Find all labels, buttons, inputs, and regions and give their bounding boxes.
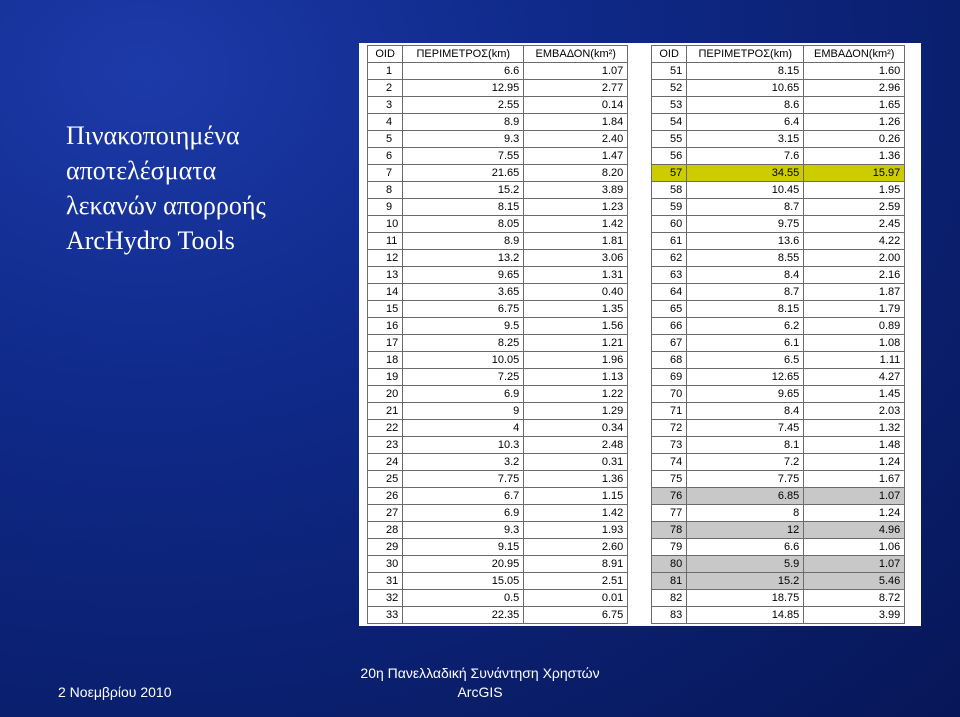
cell-oid: 66 <box>652 318 687 335</box>
cell-oid: 79 <box>652 539 687 556</box>
cell-perimeter: 12.65 <box>687 369 804 386</box>
cell-perimeter: 8.15 <box>687 301 804 318</box>
cell-oid: 17 <box>368 335 403 352</box>
table-row <box>652 131 905 148</box>
table-row <box>368 471 628 488</box>
cell-oid: 6 <box>368 148 403 165</box>
table-row <box>652 352 905 369</box>
cell-perimeter: 6.85 <box>687 488 804 505</box>
cell-oid: 75 <box>652 471 687 488</box>
cell-oid: 56 <box>652 148 687 165</box>
table-row <box>652 556 905 573</box>
footer-event-line-1: 20η Πανελλαδική Συνάντηση Χρηστών <box>360 665 600 681</box>
cell-oid: 62 <box>652 250 687 267</box>
cell-perimeter: 6.6 <box>403 63 524 80</box>
cell-oid: 53 <box>652 97 687 114</box>
results-table-right <box>651 45 905 624</box>
cell-oid: 26 <box>368 488 403 505</box>
cell-area: 4.96 <box>804 522 905 539</box>
header-area: ΕΜΒΑΔΟΝ(km²) <box>804 46 905 63</box>
cell-area: 1.81 <box>524 233 628 250</box>
cell-perimeter: 3.2 <box>403 454 524 471</box>
cell-perimeter: 6.2 <box>687 318 804 335</box>
cell-area: 8.72 <box>804 590 905 607</box>
cell-perimeter: 15.2 <box>687 573 804 590</box>
table-row <box>368 131 628 148</box>
table-row <box>368 522 628 539</box>
cell-perimeter: 4 <box>403 420 524 437</box>
cell-area: 1.95 <box>804 182 905 199</box>
table-row <box>368 165 628 182</box>
cell-oid: 4 <box>368 114 403 131</box>
cell-area: 2.96 <box>804 80 905 97</box>
cell-perimeter: 21.65 <box>403 165 524 182</box>
cell-area: 1.79 <box>804 301 905 318</box>
title-line-3: λεκανών απορροής <box>66 191 266 220</box>
cell-perimeter: 13.2 <box>403 250 524 267</box>
cell-area: 1.35 <box>524 301 628 318</box>
cell-oid: 14 <box>368 284 403 301</box>
cell-area: 1.13 <box>524 369 628 386</box>
cell-oid: 9 <box>368 199 403 216</box>
cell-oid: 19 <box>368 369 403 386</box>
cell-area: 1.22 <box>524 386 628 403</box>
cell-oid: 77 <box>652 505 687 522</box>
header-perimeter: ΠΕΡΙΜΕΤΡΟΣ(km) <box>403 46 524 63</box>
table-row <box>652 63 905 80</box>
table-row <box>368 233 628 250</box>
cell-area: 1.29 <box>524 403 628 420</box>
cell-perimeter: 6.5 <box>687 352 804 369</box>
table-row <box>368 539 628 556</box>
table-row <box>652 471 905 488</box>
cell-perimeter: 20.95 <box>403 556 524 573</box>
cell-area: 1.36 <box>524 471 628 488</box>
cell-oid: 23 <box>368 437 403 454</box>
cell-area: 2.60 <box>524 539 628 556</box>
cell-area: 1.60 <box>804 63 905 80</box>
cell-perimeter: 9.15 <box>403 539 524 556</box>
cell-perimeter: 0.5 <box>403 590 524 607</box>
cell-area: 2.77 <box>524 80 628 97</box>
cell-perimeter: 3.15 <box>687 131 804 148</box>
cell-oid: 82 <box>652 590 687 607</box>
cell-oid: 65 <box>652 301 687 318</box>
results-spreadsheet <box>359 43 921 626</box>
cell-oid: 67 <box>652 335 687 352</box>
cell-area: 8.91 <box>524 556 628 573</box>
cell-perimeter: 8.05 <box>403 216 524 233</box>
cell-area: 4.22 <box>804 233 905 250</box>
cell-area: 0.34 <box>524 420 628 437</box>
table-row <box>652 250 905 267</box>
cell-perimeter: 6.1 <box>687 335 804 352</box>
header-oid: OID <box>652 46 687 63</box>
table-row <box>368 335 628 352</box>
cell-area: 1.21 <box>524 335 628 352</box>
cell-oid: 16 <box>368 318 403 335</box>
cell-area: 6.75 <box>524 607 628 624</box>
cell-perimeter: 8.25 <box>403 335 524 352</box>
cell-perimeter: 9.3 <box>403 131 524 148</box>
cell-area: 1.11 <box>804 352 905 369</box>
table-row <box>652 488 905 505</box>
cell-oid: 72 <box>652 420 687 437</box>
cell-perimeter: 9.65 <box>687 386 804 403</box>
cell-oid: 28 <box>368 522 403 539</box>
footer-event-line-2: ArcGIS <box>457 684 503 700</box>
cell-oid: 78 <box>652 522 687 539</box>
cell-perimeter: 12.95 <box>403 80 524 97</box>
cell-oid: 22 <box>368 420 403 437</box>
cell-perimeter: 3.65 <box>403 284 524 301</box>
cell-perimeter: 12 <box>687 522 804 539</box>
table-row <box>652 318 905 335</box>
cell-area: 3.99 <box>804 607 905 624</box>
title-line-2: αποτελέσματα <box>66 156 217 185</box>
cell-oid: 1 <box>368 63 403 80</box>
cell-oid: 27 <box>368 505 403 522</box>
cell-perimeter: 2.55 <box>403 97 524 114</box>
table-row <box>652 335 905 352</box>
cell-perimeter: 9.3 <box>403 522 524 539</box>
cell-perimeter: 7.75 <box>403 471 524 488</box>
cell-perimeter: 10.65 <box>687 80 804 97</box>
table-row <box>652 590 905 607</box>
table-row <box>368 420 628 437</box>
slide-title <box>66 118 346 258</box>
cell-perimeter: 8.4 <box>687 403 804 420</box>
table-row <box>368 114 628 131</box>
cell-area: 3.89 <box>524 182 628 199</box>
cell-area: 4.27 <box>804 369 905 386</box>
cell-area: 0.31 <box>524 454 628 471</box>
cell-area: 1.31 <box>524 267 628 284</box>
table-row <box>368 199 628 216</box>
cell-perimeter: 7.25 <box>403 369 524 386</box>
title-line-1: Πινακοποιημένα <box>66 121 240 150</box>
table-row <box>368 97 628 114</box>
table-row <box>368 182 628 199</box>
footer-event <box>320 664 640 702</box>
cell-area: 1.47 <box>524 148 628 165</box>
cell-area: 1.45 <box>804 386 905 403</box>
cell-area: 8.20 <box>524 165 628 182</box>
cell-oid: 73 <box>652 437 687 454</box>
cell-oid: 58 <box>652 182 687 199</box>
table-row <box>368 573 628 590</box>
cell-area: 1.15 <box>524 488 628 505</box>
cell-oid: 18 <box>368 352 403 369</box>
table-row <box>368 318 628 335</box>
table-row <box>368 63 628 80</box>
cell-perimeter: 34.55 <box>687 165 804 182</box>
cell-area: 1.42 <box>524 505 628 522</box>
table-row <box>652 607 905 624</box>
cell-oid: 15 <box>368 301 403 318</box>
table-row <box>652 301 905 318</box>
cell-perimeter: 7.75 <box>687 471 804 488</box>
cell-oid: 63 <box>652 267 687 284</box>
table-row <box>652 97 905 114</box>
table-row <box>368 352 628 369</box>
cell-perimeter: 8.6 <box>687 97 804 114</box>
table-row <box>652 148 905 165</box>
table-row <box>368 454 628 471</box>
cell-perimeter: 22.35 <box>403 607 524 624</box>
cell-oid: 55 <box>652 131 687 148</box>
cell-area: 1.96 <box>524 352 628 369</box>
cell-oid: 51 <box>652 63 687 80</box>
table-row <box>368 386 628 403</box>
table-row <box>368 488 628 505</box>
table-row <box>652 284 905 301</box>
cell-perimeter: 9 <box>403 403 524 420</box>
cell-perimeter: 8.15 <box>403 199 524 216</box>
cell-area: 1.07 <box>804 556 905 573</box>
results-table-left <box>367 45 628 624</box>
cell-area: 3.06 <box>524 250 628 267</box>
table-row <box>652 80 905 97</box>
cell-perimeter: 14.85 <box>687 607 804 624</box>
cell-area: 2.51 <box>524 573 628 590</box>
cell-area: 2.03 <box>804 403 905 420</box>
cell-perimeter: 8.15 <box>687 63 804 80</box>
table-row <box>652 233 905 250</box>
cell-oid: 64 <box>652 284 687 301</box>
cell-area: 2.59 <box>804 199 905 216</box>
table-header-row <box>652 46 905 63</box>
cell-oid: 25 <box>368 471 403 488</box>
header-oid: OID <box>368 46 403 63</box>
cell-oid: 80 <box>652 556 687 573</box>
cell-area: 1.84 <box>524 114 628 131</box>
cell-oid: 70 <box>652 386 687 403</box>
cell-oid: 57 <box>652 165 687 182</box>
cell-area: 1.67 <box>804 471 905 488</box>
cell-area: 0.40 <box>524 284 628 301</box>
cell-oid: 10 <box>368 216 403 233</box>
cell-area: 1.42 <box>524 216 628 233</box>
cell-perimeter: 7.55 <box>403 148 524 165</box>
cell-oid: 32 <box>368 590 403 607</box>
table-row <box>368 556 628 573</box>
cell-area: 1.06 <box>804 539 905 556</box>
cell-area: 1.48 <box>804 437 905 454</box>
cell-oid: 21 <box>368 403 403 420</box>
cell-area: 5.46 <box>804 573 905 590</box>
table-row <box>652 539 905 556</box>
cell-oid: 68 <box>652 352 687 369</box>
cell-area: 0.89 <box>804 318 905 335</box>
table-row <box>368 216 628 233</box>
table-row <box>368 607 628 624</box>
table-row <box>652 420 905 437</box>
cell-perimeter: 13.6 <box>687 233 804 250</box>
cell-oid: 59 <box>652 199 687 216</box>
table-row <box>652 454 905 471</box>
cell-oid: 30 <box>368 556 403 573</box>
cell-perimeter: 9.65 <box>403 267 524 284</box>
cell-perimeter: 18.75 <box>687 590 804 607</box>
table-row <box>652 199 905 216</box>
cell-oid: 5 <box>368 131 403 148</box>
cell-oid: 54 <box>652 114 687 131</box>
cell-oid: 74 <box>652 454 687 471</box>
table-row <box>652 369 905 386</box>
table-row <box>652 437 905 454</box>
cell-perimeter: 8.7 <box>687 199 804 216</box>
table-row <box>368 301 628 318</box>
cell-area: 1.08 <box>804 335 905 352</box>
cell-perimeter: 10.45 <box>687 182 804 199</box>
cell-perimeter: 9.5 <box>403 318 524 335</box>
cell-oid: 2 <box>368 80 403 97</box>
cell-area: 1.24 <box>804 454 905 471</box>
table-row <box>652 216 905 233</box>
cell-oid: 71 <box>652 403 687 420</box>
cell-oid: 13 <box>368 267 403 284</box>
table-row <box>368 80 628 97</box>
table-row <box>652 267 905 284</box>
cell-perimeter: 8 <box>687 505 804 522</box>
table-row <box>368 590 628 607</box>
cell-oid: 29 <box>368 539 403 556</box>
cell-area: 0.14 <box>524 97 628 114</box>
cell-oid: 83 <box>652 607 687 624</box>
cell-perimeter: 10.3 <box>403 437 524 454</box>
cell-perimeter: 8.9 <box>403 233 524 250</box>
cell-oid: 20 <box>368 386 403 403</box>
cell-oid: 12 <box>368 250 403 267</box>
table-row <box>368 284 628 301</box>
cell-oid: 24 <box>368 454 403 471</box>
cell-perimeter: 8.1 <box>687 437 804 454</box>
cell-area: 1.32 <box>804 420 905 437</box>
table-row <box>368 267 628 284</box>
cell-area: 1.56 <box>524 318 628 335</box>
cell-perimeter: 6.7 <box>403 488 524 505</box>
cell-area: 1.23 <box>524 199 628 216</box>
cell-area: 2.48 <box>524 437 628 454</box>
cell-perimeter: 10.05 <box>403 352 524 369</box>
table-row <box>368 369 628 386</box>
cell-area: 1.24 <box>804 505 905 522</box>
cell-area: 0.01 <box>524 590 628 607</box>
cell-area: 2.16 <box>804 267 905 284</box>
cell-perimeter: 6.75 <box>403 301 524 318</box>
cell-area: 1.87 <box>804 284 905 301</box>
table-row <box>652 182 905 199</box>
cell-oid: 31 <box>368 573 403 590</box>
table-row <box>652 505 905 522</box>
header-area: ΕΜΒΑΔΟΝ(km²) <box>524 46 628 63</box>
cell-perimeter: 5.9 <box>687 556 804 573</box>
cell-oid: 61 <box>652 233 687 250</box>
cell-perimeter: 9.75 <box>687 216 804 233</box>
cell-perimeter: 6.6 <box>687 539 804 556</box>
cell-perimeter: 8.4 <box>687 267 804 284</box>
table-row <box>652 403 905 420</box>
cell-perimeter: 8.7 <box>687 284 804 301</box>
cell-oid: 69 <box>652 369 687 386</box>
cell-area: 1.07 <box>524 63 628 80</box>
cell-area: 1.65 <box>804 97 905 114</box>
cell-area: 1.36 <box>804 148 905 165</box>
table-row <box>368 250 628 267</box>
table-header-row <box>368 46 628 63</box>
cell-area: 2.00 <box>804 250 905 267</box>
header-perimeter: ΠΕΡΙΜΕΤΡΟΣ(km) <box>687 46 804 63</box>
cell-area: 1.07 <box>804 488 905 505</box>
cell-area: 1.93 <box>524 522 628 539</box>
cell-oid: 81 <box>652 573 687 590</box>
cell-oid: 76 <box>652 488 687 505</box>
cell-area: 1.26 <box>804 114 905 131</box>
cell-perimeter: 6.9 <box>403 505 524 522</box>
table-row <box>652 522 905 539</box>
cell-perimeter: 7.45 <box>687 420 804 437</box>
cell-perimeter: 7.6 <box>687 148 804 165</box>
table-row <box>368 403 628 420</box>
footer-date: 2 Νοεμβρίου 2010 <box>58 684 172 700</box>
table-row <box>652 573 905 590</box>
cell-area: 0.26 <box>804 131 905 148</box>
table-row <box>368 148 628 165</box>
cell-oid: 8 <box>368 182 403 199</box>
cell-oid: 7 <box>368 165 403 182</box>
cell-perimeter: 8.9 <box>403 114 524 131</box>
cell-oid: 60 <box>652 216 687 233</box>
table-row <box>652 386 905 403</box>
cell-oid: 11 <box>368 233 403 250</box>
cell-perimeter: 8.55 <box>687 250 804 267</box>
cell-perimeter: 6.9 <box>403 386 524 403</box>
cell-perimeter: 15.2 <box>403 182 524 199</box>
cell-oid: 33 <box>368 607 403 624</box>
cell-perimeter: 7.2 <box>687 454 804 471</box>
table-row <box>652 165 905 182</box>
table-row <box>368 505 628 522</box>
cell-perimeter: 6.4 <box>687 114 804 131</box>
table-row <box>368 437 628 454</box>
title-line-4: ArcHydro Tools <box>66 226 235 255</box>
cell-oid: 3 <box>368 97 403 114</box>
cell-oid: 52 <box>652 80 687 97</box>
cell-area: 2.45 <box>804 216 905 233</box>
table-row <box>652 114 905 131</box>
cell-area: 2.40 <box>524 131 628 148</box>
cell-area: 15.97 <box>804 165 905 182</box>
cell-perimeter: 15.05 <box>403 573 524 590</box>
